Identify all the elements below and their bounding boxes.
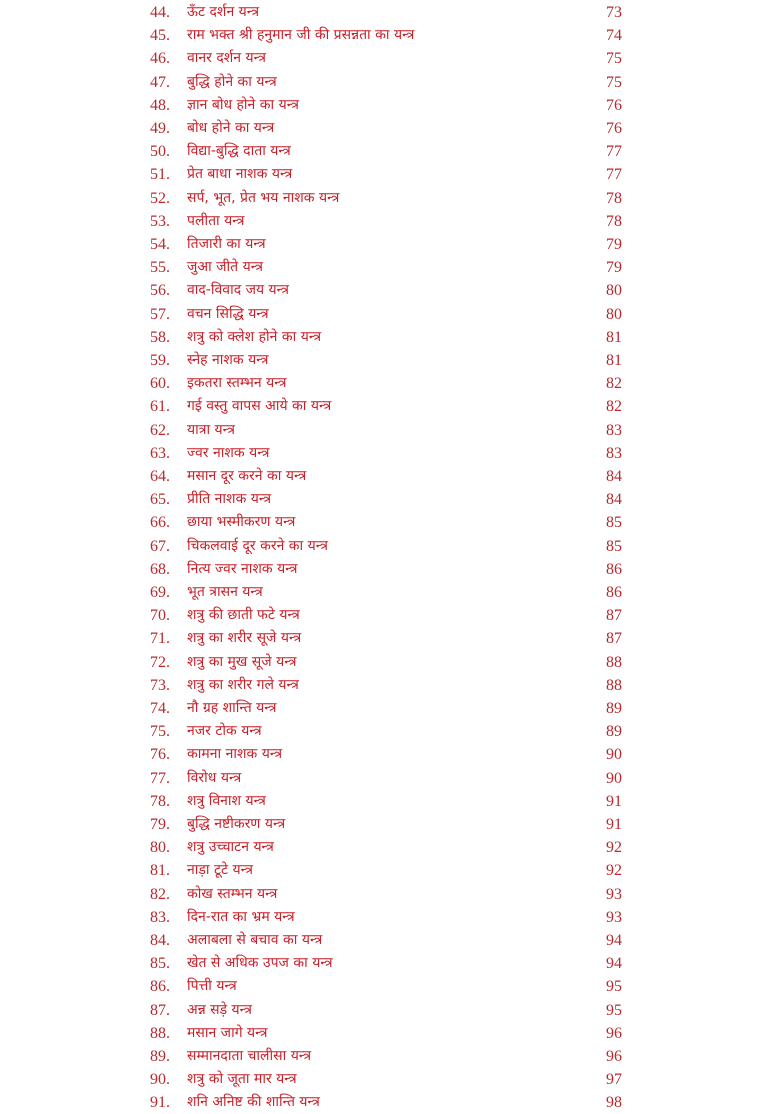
entry-number: 78.	[150, 792, 170, 810]
entry-title: मसान जागे यन्त्र	[187, 1024, 268, 1041]
entry-number: 86.	[150, 978, 170, 996]
entry-title: शत्रु को क्लेश होने का यन्त्र	[187, 328, 322, 345]
entry-page-number: 87	[606, 607, 622, 625]
entry-page-number: 79	[606, 236, 622, 253]
toc-entry	[0, 187, 780, 210]
entry-title: विरोध यन्त्र	[187, 769, 242, 786]
entry-number: 82.	[150, 885, 170, 903]
toc-entry	[0, 767, 780, 790]
entry-number: 85.	[150, 955, 170, 973]
entry-title: शत्रु को जूता मार यन्त्र	[187, 1071, 297, 1088]
entry-page-number: 80	[606, 282, 622, 300]
entry-number: 62.	[150, 421, 170, 439]
entry-number: 71.	[150, 630, 170, 648]
entry-title: शत्रु का मुख सूजे यन्त्र	[187, 653, 297, 670]
entry-number: 69.	[150, 584, 170, 601]
toc-entry	[0, 511, 780, 534]
entry-number: 64.	[150, 468, 170, 485]
entry-number: 72.	[150, 653, 170, 671]
entry-number: 60.	[150, 375, 170, 393]
entry-page-number: 87	[606, 630, 622, 648]
entry-page-number: 96	[606, 1048, 622, 1065]
entry-page-number: 78	[606, 212, 622, 230]
toc-entry	[0, 813, 780, 836]
toc-entry	[0, 558, 780, 581]
toc-entry	[0, 210, 780, 233]
entry-title: नौ ग्रह शान्ति यन्त्र	[187, 700, 277, 716]
toc-entry	[0, 1068, 780, 1091]
toc-entry	[0, 581, 780, 604]
toc-entry	[0, 604, 780, 627]
entry-title: सम्मानदाता चालीसा यन्त्र	[187, 1048, 312, 1064]
entry-page-number: 88	[606, 653, 622, 671]
toc-entry	[0, 1022, 780, 1045]
toc-entry	[0, 326, 780, 349]
entry-page-number: 89	[606, 723, 622, 741]
toc-entry	[0, 836, 780, 859]
toc-entry	[0, 256, 780, 279]
entry-page-number: 90	[606, 746, 622, 764]
toc-entry	[0, 24, 780, 47]
toc-entry	[0, 627, 780, 650]
entry-title: अलाबला से बचाव का यन्त्र	[187, 932, 323, 948]
entry-title: शत्रु उच्चाटन यन्त्र	[187, 839, 274, 856]
entry-number: 87.	[150, 1001, 170, 1019]
entry-number: 56.	[150, 282, 170, 300]
entry-title: ज्वर नाशक यन्त्र	[187, 444, 270, 461]
entry-page-number: 81	[606, 328, 622, 346]
toc-entry	[0, 233, 780, 256]
toc-entry	[0, 163, 780, 186]
entry-page-number: 90	[606, 769, 622, 787]
entry-title: राम भक्त श्री हनुमान जी की प्रसन्नता का यन्त्र	[187, 27, 415, 44]
entry-page-number: 76	[606, 96, 622, 114]
entry-page-number: 98	[606, 1094, 622, 1112]
entry-title: शत्रु विनाश यन्त्र	[187, 792, 266, 809]
entry-title: बुद्धि होने का यन्त्र	[187, 73, 277, 90]
entry-page-number: 92	[606, 862, 622, 880]
toc-entry	[0, 279, 780, 302]
toc-entry	[0, 790, 780, 813]
entry-page-number: 79	[606, 259, 622, 277]
entry-number: 76.	[150, 746, 170, 764]
toc-entry	[0, 883, 780, 906]
entry-title: प्रीति नाशक यन्त्र	[187, 491, 272, 508]
entry-page-number: 77	[606, 166, 622, 184]
entry-page-number: 77	[606, 143, 622, 161]
toc-entry	[0, 929, 780, 952]
entry-title: तिजारी का यन्त्र	[187, 236, 266, 252]
entry-number: 49.	[150, 120, 170, 137]
entry-page-number: 93	[606, 885, 622, 903]
entry-page-number: 82	[606, 398, 622, 416]
toc-entry	[0, 94, 780, 117]
entry-title: दिन-रात का भ्रम यन्त्र	[187, 908, 295, 925]
entry-number: 44.	[150, 4, 170, 21]
entry-number: 88.	[150, 1024, 170, 1042]
entry-number: 45.	[150, 27, 170, 45]
entry-page-number: 86	[606, 560, 622, 578]
toc-entry	[0, 442, 780, 465]
entry-number: 89.	[150, 1048, 170, 1065]
entry-title: पित्ती यन्त्र	[187, 978, 237, 995]
entry-page-number: 78	[606, 189, 622, 207]
entry-number: 61.	[150, 398, 170, 416]
entry-title: नित्य ज्वर नाशक यन्त्र	[187, 560, 298, 577]
entry-title: नजर टोक यन्त्र	[187, 723, 262, 740]
entry-page-number: 95	[606, 1001, 622, 1019]
entry-page-number: 80	[606, 305, 622, 323]
entry-title: इकतरा स्तम्भन यन्त्र	[187, 375, 287, 392]
entry-title: चिकलवाई दूर करने का यन्त्र	[187, 537, 329, 554]
toc-entry	[0, 906, 780, 929]
entry-number: 80.	[150, 839, 170, 857]
entry-number: 75.	[150, 723, 170, 741]
toc-entry	[0, 303, 780, 326]
entry-title: नाड़ा टूटे यन्त्र	[187, 862, 253, 879]
entry-title: भूत त्रासन यन्त्र	[187, 584, 263, 600]
entry-title: अन्न सड़े यन्त्र	[187, 1001, 252, 1018]
entry-title: खेत से अधिक उपज का यन्त्र	[187, 955, 333, 972]
entry-number: 54.	[150, 236, 170, 253]
entry-title: मसान दूर करने का यन्त्र	[187, 468, 307, 484]
entry-title: गई वस्तु वापस आये का यन्त्र	[187, 398, 332, 415]
entry-number: 50.	[150, 143, 170, 161]
entry-page-number: 75	[606, 50, 622, 68]
entry-title: छाया भस्मीकरण यन्त्र	[187, 514, 296, 531]
toc-entry	[0, 465, 780, 488]
entry-page-number: 84	[606, 468, 622, 485]
entry-number: 68.	[150, 560, 170, 578]
entry-page-number: 95	[606, 978, 622, 996]
entry-number: 67.	[150, 537, 170, 555]
entry-number: 52.	[150, 189, 170, 207]
entry-page-number: 94	[606, 932, 622, 949]
entry-number: 63.	[150, 444, 170, 462]
entry-title: सर्प, भूत, प्रेत भय नाशक यन्त्र	[187, 189, 340, 206]
toc-entry	[0, 697, 780, 720]
entry-title: शनि अनिष्ट की शान्ति यन्त्र	[187, 1094, 320, 1111]
entry-number: 57.	[150, 305, 170, 323]
entry-page-number: 76	[606, 120, 622, 137]
entry-page-number: 92	[606, 839, 622, 857]
entry-number: 55.	[150, 259, 170, 277]
entry-title: वचन सिद्धि यन्त्र	[187, 305, 269, 322]
toc-entry	[0, 674, 780, 697]
entry-title: शत्रु का शरीर गले यन्त्र	[187, 676, 299, 693]
entry-page-number: 85	[606, 514, 622, 532]
toc-entry	[0, 859, 780, 882]
toc-entry	[0, 419, 780, 442]
toc-entry	[0, 651, 780, 674]
toc-entry	[0, 372, 780, 395]
entry-title: प्रेत बाधा नाशक यन्त्र	[187, 166, 293, 183]
entry-title: विद्या-बुद्धि दाता यन्त्र	[187, 143, 291, 160]
entry-title: शत्रु की छाती फटे यन्त्र	[187, 607, 300, 624]
toc-entry	[0, 1, 780, 24]
entry-title: ज्ञान बोध होने का यन्त्र	[187, 96, 300, 113]
entry-page-number: 91	[606, 816, 622, 833]
entry-page-number: 82	[606, 375, 622, 393]
entry-number: 65.	[150, 491, 170, 509]
entry-title: वाद-विवाद जय यन्त्र	[187, 282, 289, 299]
entry-number: 51.	[150, 166, 170, 184]
entry-number: 91.	[150, 1094, 170, 1112]
entry-page-number: 86	[606, 584, 622, 601]
entry-title: बुद्धि नष्टीकरण यन्त्र	[187, 816, 286, 832]
toc-entry	[0, 488, 780, 511]
entry-number: 48.	[150, 96, 170, 114]
entry-number: 81.	[150, 862, 170, 880]
entry-title: वानर दर्शन यन्त्र	[187, 50, 266, 67]
entry-title: यात्रा यन्त्र	[187, 421, 235, 438]
toc-entry	[0, 349, 780, 372]
entry-number: 90.	[150, 1071, 170, 1089]
toc-entry	[0, 720, 780, 743]
entry-page-number: 84	[606, 491, 622, 509]
entry-page-number: 94	[606, 955, 622, 973]
entry-number: 77.	[150, 769, 170, 787]
entry-page-number: 96	[606, 1024, 622, 1042]
toc-entry	[0, 117, 780, 140]
entry-page-number: 97	[606, 1071, 622, 1089]
entry-page-number: 91	[606, 792, 622, 810]
toc-entry	[0, 71, 780, 94]
entry-number: 47.	[150, 73, 170, 91]
entry-title: कोख स्तम्भन यन्त्र	[187, 885, 278, 902]
toc-entry	[0, 1045, 780, 1068]
toc-entry	[0, 395, 780, 418]
entry-number: 73.	[150, 676, 170, 694]
entry-title: जुआ जीते यन्त्र	[187, 259, 263, 276]
entry-title: ऊँट दर्शन यन्त्र	[187, 4, 260, 20]
toc-entry	[0, 999, 780, 1022]
toc-entry	[0, 1091, 780, 1114]
entry-number: 46.	[150, 50, 170, 68]
entry-number: 70.	[150, 607, 170, 625]
toc-entry	[0, 535, 780, 558]
entry-page-number: 73	[606, 4, 622, 21]
toc-entry	[0, 952, 780, 975]
entry-title: पलीता यन्त्र	[187, 212, 245, 229]
entry-title: बोध होने का यन्त्र	[187, 120, 275, 136]
entry-page-number: 83	[606, 421, 622, 439]
entry-number: 79.	[150, 816, 170, 833]
entry-page-number: 89	[606, 700, 622, 717]
entry-page-number: 81	[606, 352, 622, 369]
toc-entry	[0, 743, 780, 766]
entry-number: 74.	[150, 700, 170, 717]
toc-entry	[0, 47, 780, 70]
entry-number: 53.	[150, 212, 170, 230]
entry-title: स्नेह नाशक यन्त्र	[187, 352, 269, 368]
toc-entry	[0, 140, 780, 163]
entry-page-number: 83	[606, 444, 622, 462]
entry-number: 66.	[150, 514, 170, 532]
entry-number: 83.	[150, 908, 170, 926]
entry-page-number: 88	[606, 676, 622, 694]
entry-number: 84.	[150, 932, 170, 949]
entry-number: 59.	[150, 352, 170, 369]
toc-entry	[0, 975, 780, 998]
entry-title: कामना नाशक यन्त्र	[187, 746, 283, 763]
entry-number: 58.	[150, 328, 170, 346]
entry-page-number: 93	[606, 908, 622, 926]
entry-page-number: 75	[606, 73, 622, 91]
entry-page-number: 85	[606, 537, 622, 555]
entry-title: शत्रु का शरीर सूजे यन्त्र	[187, 630, 302, 647]
entry-page-number: 74	[606, 27, 622, 45]
